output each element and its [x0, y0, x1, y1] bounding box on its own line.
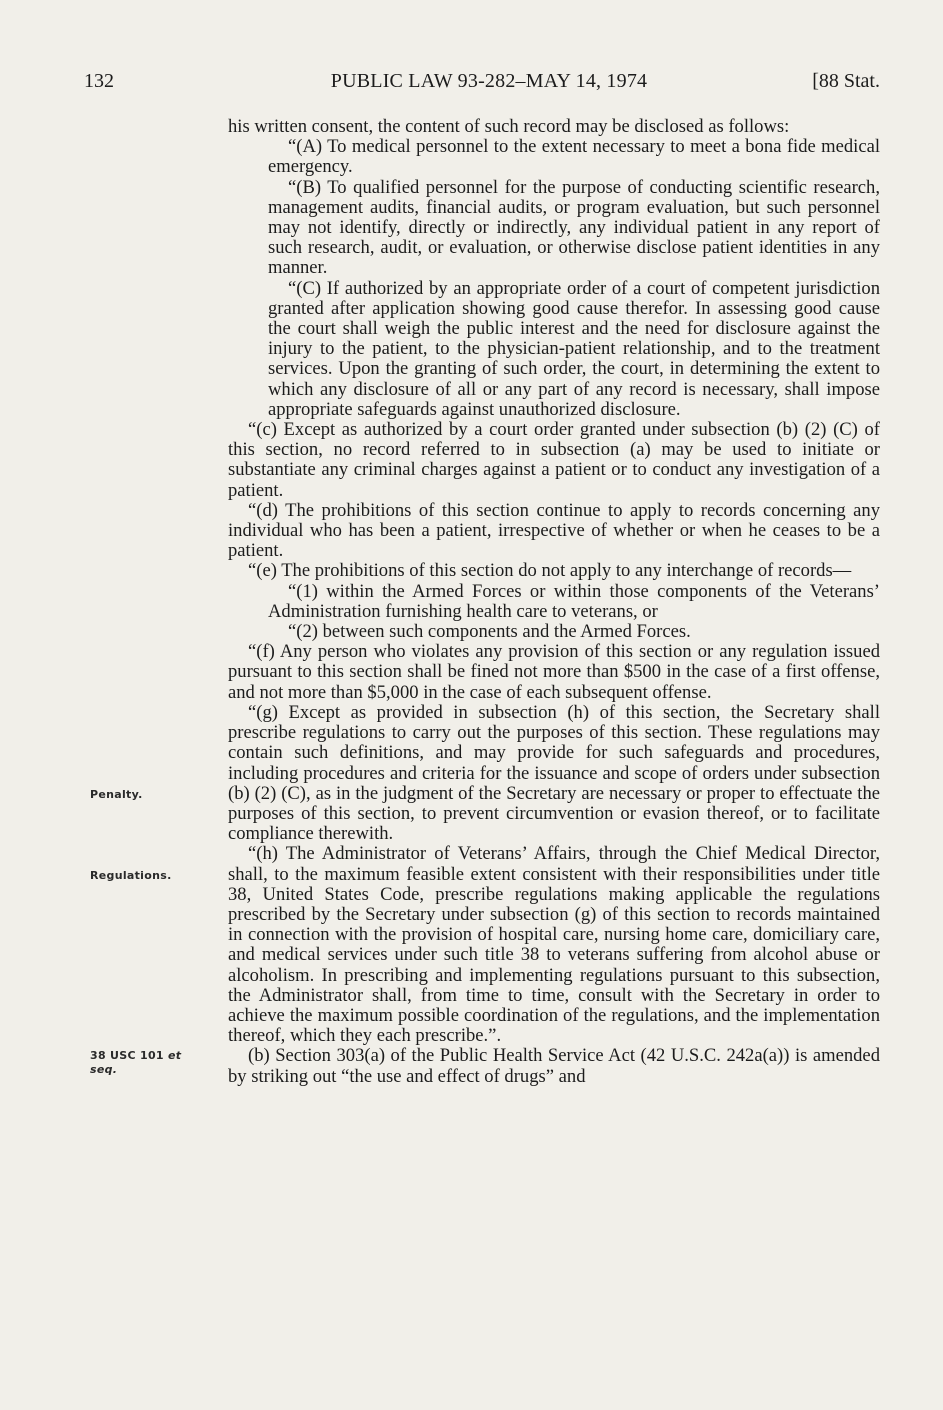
- usc-ref-main: 38 USC 101: [90, 1049, 164, 1062]
- paragraph-subsection-e: “(e) The prohibitions of this section do not apply to any interchange of records—: [248, 560, 852, 582]
- running-header: [84, 66, 880, 96]
- margin-note-usc-reference: [90, 1049, 202, 1077]
- margin-note-regulations: Regulations.: [90, 869, 172, 882]
- usc-ref-seq: seq.: [90, 1063, 118, 1076]
- paragraph-continuation: his written consent, the content of such record may be disclosed as follows:: [228, 116, 790, 137]
- paragraph-subsection-f: “(f) Any person who violates any provision of this section or any regulation issued pursuant to this section shall be fined not more than $500 in the case of a first offense, and not more than $5,000 in the case of each subsequent offense.: [228, 641, 880, 703]
- paragraph-section-b: (b) Section 303(a) of the Public Health Service Act (42 U.S.C. 242a(a)) is amended by striking out “the use and effect of drugs” and: [228, 1045, 880, 1087]
- paragraph-clause-b: “(B) To qualified personnel for the purpose of conducting scientific research, management audits, financial audits, or program evaluation, but such personnel may not identify, directly or indirectly, any individual patient in any report of such research, audit, or evaluation, or otherwise disclose patient identities in any manner.: [268, 176, 880, 279]
- paragraph-subsection-d: “(d) The prohibitions of this section continue to apply to records concerning any individual who has been a patient, irrespective of whether or when he ceases to be a patient.: [228, 499, 880, 562]
- running-head-title: PUBLIC LAW 93-282–MAY 14, 1974: [330, 70, 648, 92]
- page-number: 132: [84, 70, 114, 92]
- paragraph-subsection-c: “(c) Except as authorized by a court order granted under subsection (b) (2) (C) of this section, no record referred to in subsection (a) may be used to initiate or substantiate any criminal charges against a patient or to conduct any investigation of a patient.: [228, 419, 880, 501]
- paragraph-item-2: “(2) between such components and the Armed Forces.: [288, 621, 691, 643]
- paragraph-subsection-h: “(h) The Administrator of Veterans’ Affairs, through the Chief Medical Director, shall, to the maximum feasible extent consistent with their responsibilities under title 38, United States Code, prescribe regulations making applicable the regulations prescribed by the Secretary under subsection (g) of this section to records maintained in connection with the provision of hospital care, nursing home care, domiciliary care, and medical services under such title 38 to veterans suffering from alcohol abuse or alcoholism. In prescribing and implementing regulations pursuant to this subsection, the Administrator shall, from time to time, consult with the Secretary in order to achieve the maximum possible coordination of the regulations, and the implementation thereof, which they each prescribe.”.: [228, 843, 880, 1047]
- statute-reference: [88 Stat.: [812, 70, 880, 92]
- usc-ref-et: et: [168, 1049, 182, 1062]
- paragraph-subsection-g: “(g) Except as provided in subsection (h) of this section, the Secretary shall prescribe regulations to carry out the purposes of this section. These regulations may contain such definitions, and may provide for such safeguards and procedures, including procedures and criteria for the issuance and scope of orders under subsection (b) (2) (C), as in the judgment of the Secretary are necessary or proper to effectuate the purposes of this section, to prevent circumvention or evasion thereof, or to facilitate compliance therewith.: [228, 701, 880, 845]
- paragraph-clause-a: “(A) To medical personnel to the extent necessary to meet a bona fide medical emergency.: [268, 136, 880, 178]
- paragraph-item-1: “(1) within the Armed Forces or within those components of the Veterans’ Administration furnishing health care to veterans, or: [268, 580, 880, 622]
- paragraph-clause-c: “(C) If authorized by an appropriate order of a court of competent jurisdiction granted after application showing good cause therefor. In assessing good cause the court shall weigh the public interest and the need for disclosure against the injury to the patient, to the physician-patient relationship, and to the treatment services. Upon the granting of such order, the court, in determining the extent to which any disclosure of all or any part of any record is necessary, shall impose appropriate safeguards against unauthorized disclosure.: [268, 277, 880, 420]
- body-text: [228, 117, 880, 1087]
- margin-note-penalty: Penalty.: [90, 788, 143, 801]
